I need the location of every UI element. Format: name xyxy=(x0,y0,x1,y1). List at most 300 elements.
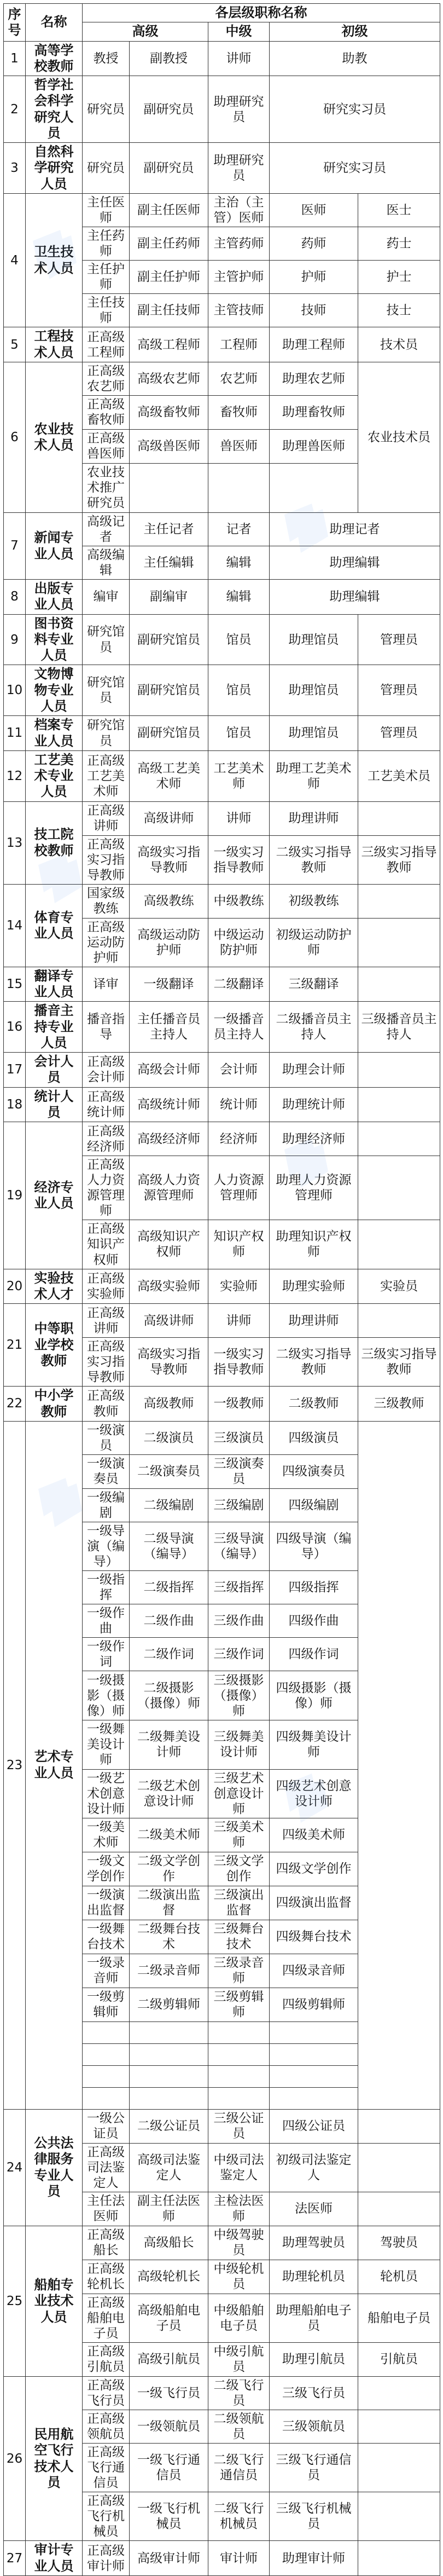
sequence-cell: 26 xyxy=(4,2376,26,2540)
title-cell: 副主任技师 xyxy=(130,294,208,327)
title-cell: 三级实习指导教师 xyxy=(358,1338,440,1387)
category-name-cell: 实验技术人才 xyxy=(26,1269,83,1304)
title-cell: 四级录音师 xyxy=(270,1954,358,1988)
title-cell: 助理记者 xyxy=(270,512,440,546)
title-cell: 研究馆员 xyxy=(83,614,130,665)
title-cell: 教授 xyxy=(83,41,130,76)
title-cell: 一级作词 xyxy=(83,1638,130,1671)
title-cell: 助理馆员 xyxy=(270,716,358,751)
title-cell: 助理研究员 xyxy=(208,143,270,194)
table-row xyxy=(4,2541,440,2576)
title-cell: 护士 xyxy=(358,261,440,294)
title-cell: 正高级运动防护师 xyxy=(83,918,130,967)
sequence-cell: 22 xyxy=(4,1387,26,1422)
title-cell: 三级艺术创意设计师 xyxy=(208,1769,270,1818)
category-name-cell: 公共法律服务专业人员 xyxy=(26,2109,83,2226)
title-cell: 正高级教师 xyxy=(83,1387,130,1422)
header-name: 名称 xyxy=(26,4,83,42)
title-cell xyxy=(358,884,440,918)
title-cell: 高级人力资源管理师 xyxy=(130,1156,208,1220)
title-cell xyxy=(83,2021,130,2043)
title-cell: 四级演员 xyxy=(270,1421,358,1454)
title-cell: 主管技师 xyxy=(208,294,270,327)
title-cell xyxy=(358,2109,440,2143)
title-cell: 正高级船舶电子员 xyxy=(83,2294,130,2342)
title-cell: 正高级统计师 xyxy=(83,1087,130,1122)
title-cell: 四级演奏员 xyxy=(270,1454,358,1488)
title-cell: 三级录音师 xyxy=(208,1954,270,1988)
title-cell: 高级编辑 xyxy=(83,546,130,580)
title-cell: 高级教师 xyxy=(130,1387,208,1422)
title-cell: 一级飞行员 xyxy=(130,2376,208,2410)
title-cell: 管理员 xyxy=(358,716,440,751)
title-cell: 助理讲师 xyxy=(270,801,358,835)
category-name-cell: 中小学教师 xyxy=(26,1387,83,1422)
title-cell: 主治（主管）医师 xyxy=(208,193,270,227)
title-cell: 主任药师 xyxy=(83,227,130,261)
title-cell xyxy=(208,2065,270,2087)
title-cell: 四级美术师 xyxy=(270,1818,358,1852)
title-cell xyxy=(358,1053,440,1088)
sequence-cell: 27 xyxy=(4,2541,26,2576)
title-cell: 助理引航员 xyxy=(270,2342,358,2376)
sequence-cell: 8 xyxy=(4,580,26,615)
title-cell: 助理工程师 xyxy=(270,327,358,362)
sequence-cell: 12 xyxy=(4,750,26,801)
title-cell: 记者 xyxy=(208,512,270,546)
title-cell: 编辑 xyxy=(208,580,270,615)
title-cell xyxy=(83,2043,130,2065)
title-cell: 助理编辑 xyxy=(270,546,440,580)
title-cell xyxy=(130,2065,208,2087)
title-cell xyxy=(358,1304,440,1338)
title-cell: 医师 xyxy=(270,193,358,227)
category-name-cell: 会计人员 xyxy=(26,1053,83,1088)
title-cell: 助理馆员 xyxy=(270,614,358,665)
title-cell: 三级飞行机械员 xyxy=(270,2492,358,2541)
title-cell: 四级舞美设计师 xyxy=(270,1720,358,1769)
title-cell: 副主任药师 xyxy=(130,227,208,261)
title-cell: 助理知识产权师 xyxy=(270,1220,358,1269)
title-cell: 高级知识产权师 xyxy=(130,1220,208,1269)
category-name-cell: 翻译专业人员 xyxy=(26,967,83,1002)
title-cell xyxy=(358,918,440,967)
title-cell: 知识产权师 xyxy=(208,1220,270,1269)
title-cell: 正高级司法鉴定人 xyxy=(83,2143,130,2192)
title-cell: 四级演出监督 xyxy=(270,1886,358,1920)
title-cell: 四级摄影（摄像）师 xyxy=(270,1671,358,1720)
table-row xyxy=(4,884,440,918)
header-junior: 初级 xyxy=(270,22,440,41)
title-cell: 二级演奏员 xyxy=(130,1454,208,1488)
table-row xyxy=(4,1269,440,1304)
category-name-cell: 民用航空飞行技术人员 xyxy=(26,2376,83,2540)
title-cell: 助理讲师 xyxy=(270,1304,358,1338)
table-body xyxy=(4,41,440,2575)
title-cell: 工艺美术员 xyxy=(358,750,440,801)
sequence-cell: 13 xyxy=(4,801,26,884)
title-cell: 二级实习指导教师 xyxy=(270,1338,358,1387)
category-name-cell: 经济专业人员 xyxy=(26,1122,83,1269)
category-name-cell: 自然科学研究人员 xyxy=(26,143,83,194)
title-cell: 护师 xyxy=(270,261,358,294)
title-cell: 正高级实习指导教师 xyxy=(83,1338,130,1387)
title-cell: 高级记者 xyxy=(83,512,130,546)
category-name-cell: 工程技术人员 xyxy=(26,327,83,362)
title-cell: 一级演奏员 xyxy=(83,1454,130,1488)
category-name-cell: 船舶专业技术人员 xyxy=(26,2226,83,2376)
title-cell: 正高级飞行员 xyxy=(83,2376,130,2410)
title-cell: 一级播音员主持人 xyxy=(208,1002,270,1053)
title-cell: 助理审计师 xyxy=(270,2541,358,2576)
title-cell: 农艺师 xyxy=(208,362,270,395)
title-cell: 二级公证员 xyxy=(130,2109,208,2143)
title-cell: 高级工艺美术师 xyxy=(130,750,208,801)
title-cell xyxy=(208,2043,270,2065)
title-cell: 馆员 xyxy=(208,665,270,716)
title-cell: 四级艺术创意设计师 xyxy=(270,1769,358,1818)
title-cell: 四级编剧 xyxy=(270,1488,358,1522)
title-cell: 正高级船长 xyxy=(83,2226,130,2260)
title-cell: 二级文学创作 xyxy=(130,1852,208,1886)
title-cell: 初级运动防护师 xyxy=(270,918,358,967)
title-cell: 技师 xyxy=(270,294,358,327)
title-cell: 三级舞台技术 xyxy=(208,1920,270,1954)
sequence-cell: 16 xyxy=(4,1002,26,1053)
title-cell: 正高级工艺美术师 xyxy=(83,750,130,801)
title-cell: 高级实习指导教师 xyxy=(130,1338,208,1387)
table-row xyxy=(4,327,440,362)
sequence-cell: 4 xyxy=(4,193,26,327)
title-cell: 副主任医师 xyxy=(130,193,208,227)
title-cell: 三级演奏员 xyxy=(208,1454,270,1488)
title-cell: 正高级兽医师 xyxy=(83,429,130,463)
table-row xyxy=(4,512,440,546)
title-table-container xyxy=(3,3,440,2574)
title-cell: 三级文学创作 xyxy=(208,1852,270,1886)
title-cell: 一级作曲 xyxy=(83,1604,130,1638)
title-cell: 助教 xyxy=(270,41,440,76)
category-name-cell: 农业技术人员 xyxy=(26,362,83,512)
title-cell: 主任法医师 xyxy=(83,2192,130,2226)
title-cell: 三级实习指导教师 xyxy=(358,835,440,884)
title-cell: 一级领航员 xyxy=(130,2410,208,2444)
title-cell: 三级公证员 xyxy=(208,2109,270,2143)
title-cell: 四级剪辑师 xyxy=(270,1988,358,2021)
title-cell: 正高级知识产权师 xyxy=(83,1220,130,1269)
table-row xyxy=(4,614,440,665)
sequence-cell: 7 xyxy=(4,512,26,579)
title-cell: 高级讲师 xyxy=(130,1304,208,1338)
title-cell xyxy=(208,463,270,512)
title-cell: 研究馆员 xyxy=(83,665,130,716)
title-cell: 一级公证员 xyxy=(83,2109,130,2143)
table-row xyxy=(4,1053,440,1088)
title-cell: 馆员 xyxy=(208,716,270,751)
title-cell: 二级实习指导教师 xyxy=(270,835,358,884)
title-cell: 一级摄影（摄像）师 xyxy=(83,1671,130,1720)
title-cell: 兽医师 xyxy=(208,429,270,463)
table-row xyxy=(4,76,440,143)
title-cell: 二级作词 xyxy=(130,1638,208,1671)
title-cell xyxy=(358,1421,440,2109)
title-cell: 一级导演（编导） xyxy=(83,1522,130,1570)
professional-title-table xyxy=(3,3,440,2576)
header-seq: 序号 xyxy=(4,4,26,42)
title-cell xyxy=(358,2192,440,2226)
category-name-cell: 体育专业人员 xyxy=(26,884,83,967)
title-cell: 四级公证员 xyxy=(270,2109,358,2143)
title-cell: 工程师 xyxy=(208,327,270,362)
title-cell xyxy=(358,2376,440,2410)
title-cell: 二级飞行通信员 xyxy=(208,2444,270,2492)
title-cell: 初级教练 xyxy=(270,884,358,918)
title-cell xyxy=(358,2410,440,2444)
category-name-cell: 新闻专业人员 xyxy=(26,512,83,579)
title-cell: 研究实习员 xyxy=(270,143,440,194)
table-row xyxy=(4,750,440,801)
title-cell: 高级轮机长 xyxy=(130,2260,208,2294)
title-cell: 助理经济师 xyxy=(270,1122,358,1156)
category-name-cell: 统计人员 xyxy=(26,1087,83,1122)
title-cell: 农业技术推广研究员 xyxy=(83,463,130,512)
sequence-cell: 23 xyxy=(4,1421,26,2109)
title-cell: 高级实验师 xyxy=(130,1269,208,1304)
title-cell xyxy=(83,2065,130,2087)
title-cell: 三级作曲 xyxy=(208,1604,270,1638)
title-cell: 主任记者 xyxy=(130,512,208,546)
category-name-cell: 艺术专业人员 xyxy=(26,1421,83,2109)
title-cell: 一级舞美设计师 xyxy=(83,1720,130,1769)
title-cell: 一级指挥 xyxy=(83,1571,130,1604)
title-cell: 正高级轮机长 xyxy=(83,2260,130,2294)
title-cell xyxy=(358,1087,440,1122)
title-cell: 经济师 xyxy=(208,1122,270,1156)
title-cell xyxy=(270,2087,358,2109)
title-cell: 讲师 xyxy=(208,1304,270,1338)
title-cell: 二级飞行机械员 xyxy=(208,2492,270,2541)
table-row xyxy=(4,143,440,194)
title-cell: 高级会计师 xyxy=(130,1053,208,1088)
category-name-cell: 播音主持专业人员 xyxy=(26,1002,83,1053)
title-cell: 二级演出监督 xyxy=(130,1886,208,1920)
title-cell xyxy=(358,1220,440,1269)
table-row xyxy=(4,41,440,76)
title-cell xyxy=(358,1156,440,1220)
title-cell: 副研究馆员 xyxy=(130,665,208,716)
title-cell: 正高级实习指导教师 xyxy=(83,835,130,884)
title-cell: 三级美术师 xyxy=(208,1818,270,1852)
title-cell: 高级船长 xyxy=(130,2226,208,2260)
title-cell: 农业技术员 xyxy=(358,362,440,512)
title-cell: 二级剪辑师 xyxy=(130,1988,208,2021)
sequence-cell: 15 xyxy=(4,967,26,1002)
title-cell: 主管药师 xyxy=(208,227,270,261)
title-cell: 助理农艺师 xyxy=(270,362,358,395)
title-cell: 研究馆员 xyxy=(83,716,130,751)
title-cell: 高级审计师 xyxy=(130,2541,208,2576)
title-cell: 一级编剧 xyxy=(83,1488,130,1522)
title-cell xyxy=(270,2043,358,2065)
title-cell: 三级演出监督 xyxy=(208,1886,270,1920)
category-name-cell: 工艺美术专业人员 xyxy=(26,750,83,801)
table-row xyxy=(4,665,440,716)
title-cell xyxy=(358,2444,440,2492)
table-row xyxy=(4,193,440,227)
title-cell: 三级舞美设计师 xyxy=(208,1720,270,1769)
category-name-cell: 中等职业学校教师 xyxy=(26,1304,83,1387)
title-cell: 四级指挥 xyxy=(270,1571,358,1604)
title-cell: 四级文学创作 xyxy=(270,1852,358,1886)
title-cell: 副主任法医师 xyxy=(130,2192,208,2226)
title-cell: 医士 xyxy=(358,193,440,227)
title-cell: 中级轮机员 xyxy=(208,2260,270,2294)
sequence-cell: 20 xyxy=(4,1269,26,1304)
title-cell: 助理畜牧师 xyxy=(270,395,358,429)
title-cell: 一级文学创作 xyxy=(83,1852,130,1886)
title-cell: 二级翻译 xyxy=(208,967,270,1002)
sequence-cell: 2 xyxy=(4,76,26,143)
title-cell xyxy=(83,2087,130,2109)
title-cell: 一级实习指导教师 xyxy=(208,1338,270,1387)
title-cell: 助理轮机员 xyxy=(270,2260,358,2294)
title-cell: 技术员 xyxy=(358,327,440,362)
title-cell: 高级工程师 xyxy=(130,327,208,362)
category-name-cell: 高等学校教师 xyxy=(26,41,83,76)
title-cell: 一级剪辑师 xyxy=(83,1988,130,2021)
category-name-cell: 哲学社会科学研究人员 xyxy=(26,76,83,143)
title-cell: 主任医师 xyxy=(83,193,130,227)
title-cell: 三级领航员 xyxy=(270,2410,358,2444)
title-cell: 三级摄影（摄像）师 xyxy=(208,1671,270,1720)
title-cell: 高级实习指导教师 xyxy=(130,835,208,884)
header-group: 各层级职称名称 xyxy=(83,4,440,22)
title-cell: 二级演员 xyxy=(130,1421,208,1454)
title-cell: 助理研究员 xyxy=(208,76,270,143)
table-row xyxy=(4,2226,440,2260)
title-cell: 正高级飞行通信员 xyxy=(83,2444,130,2492)
table-row xyxy=(4,2376,440,2410)
title-cell xyxy=(358,2541,440,2576)
title-cell: 实验师 xyxy=(208,1269,270,1304)
title-cell: 一级美术师 xyxy=(83,1818,130,1852)
title-cell: 三级演员 xyxy=(208,1421,270,1454)
title-cell: 三级翻译 xyxy=(270,967,358,1002)
sequence-cell: 11 xyxy=(4,716,26,751)
title-cell: 正高级审计师 xyxy=(83,2541,130,2576)
title-cell: 三级飞行员 xyxy=(270,2376,358,2410)
title-cell: 三级播音员主持人 xyxy=(358,1002,440,1053)
title-cell: 驾驶员 xyxy=(358,2226,440,2260)
title-cell: 助理驾驶员 xyxy=(270,2226,358,2260)
title-cell: 高级船舶电子员 xyxy=(130,2294,208,2342)
title-cell: 编审 xyxy=(83,580,130,615)
title-cell: 二级飞行员 xyxy=(208,2376,270,2410)
sequence-cell: 18 xyxy=(4,1087,26,1122)
title-cell: 技士 xyxy=(358,294,440,327)
title-cell xyxy=(358,801,440,835)
category-name-cell: 审计专业人员 xyxy=(26,2541,83,2576)
title-cell: 管理员 xyxy=(358,665,440,716)
title-cell: 审计师 xyxy=(208,2541,270,2576)
title-cell: 二级播音员主持人 xyxy=(270,1002,358,1053)
title-cell: 轮机员 xyxy=(358,2260,440,2294)
title-cell: 高级畜牧师 xyxy=(130,395,208,429)
title-cell: 统计师 xyxy=(208,1087,270,1122)
title-cell: 主任护师 xyxy=(83,261,130,294)
title-cell: 馆员 xyxy=(208,614,270,665)
title-cell: 副主任护师 xyxy=(130,261,208,294)
sequence-cell: 17 xyxy=(4,1053,26,1088)
title-cell: 助理统计师 xyxy=(270,1087,358,1122)
title-cell xyxy=(270,2065,358,2087)
title-cell: 讲师 xyxy=(208,801,270,835)
table-row xyxy=(4,580,440,615)
title-cell: 中级司法鉴定人 xyxy=(208,2143,270,2192)
header-mid: 中级 xyxy=(208,22,270,41)
title-cell: 四级舞台技术 xyxy=(270,1920,358,1954)
title-cell: 二级舞台技术 xyxy=(130,1920,208,1954)
title-cell: 人力资源管理师 xyxy=(208,1156,270,1220)
title-cell: 初级司法鉴定人 xyxy=(270,2143,358,2192)
table-row xyxy=(4,362,440,395)
title-cell: 一级演员 xyxy=(83,1421,130,1454)
title-cell: 高级引航员 xyxy=(130,2342,208,2376)
title-cell: 播音指导 xyxy=(83,1002,130,1053)
title-cell: 二级艺术创意设计师 xyxy=(130,1769,208,1818)
title-cell: 高级讲师 xyxy=(130,801,208,835)
title-cell: 二级编剧 xyxy=(130,1488,208,1522)
title-cell: 实验员 xyxy=(358,1269,440,1304)
category-name-cell: 档案专业人员 xyxy=(26,716,83,751)
title-cell: 副研究员 xyxy=(130,76,208,143)
sequence-cell: 10 xyxy=(4,665,26,716)
title-cell: 高级司法鉴定人 xyxy=(130,2143,208,2192)
sequence-cell: 6 xyxy=(4,362,26,512)
title-cell: 法医师 xyxy=(270,2192,358,2226)
title-cell: 副研究员 xyxy=(130,143,208,194)
title-cell: 三级导演（编导） xyxy=(208,1522,270,1570)
title-cell: 工艺美术师 xyxy=(208,750,270,801)
title-cell: 主管护师 xyxy=(208,261,270,294)
title-cell: 助理实验师 xyxy=(270,1269,358,1304)
title-cell: 主任播音员主持人 xyxy=(130,1002,208,1053)
title-cell: 三级教师 xyxy=(358,1387,440,1422)
title-cell: 助理人力资源管理师 xyxy=(270,1156,358,1220)
title-cell: 三级编剧 xyxy=(208,1488,270,1522)
category-name-cell: 出版专业人员 xyxy=(26,580,83,615)
title-cell: 高级教练 xyxy=(130,884,208,918)
title-cell: 四级作曲 xyxy=(270,1604,358,1638)
sequence-cell: 1 xyxy=(4,41,26,76)
title-cell: 正高级工程师 xyxy=(83,327,130,362)
title-cell: 一级艺术创意设计师 xyxy=(83,1769,130,1818)
title-cell xyxy=(358,1122,440,1156)
title-cell xyxy=(358,2492,440,2541)
sequence-cell: 24 xyxy=(4,2109,26,2226)
table-row xyxy=(4,1421,440,1454)
title-cell: 高级统计师 xyxy=(130,1087,208,1122)
sequence-cell: 9 xyxy=(4,614,26,665)
title-cell: 二级导演（编导） xyxy=(130,1522,208,1570)
title-cell: 助理编辑 xyxy=(270,580,440,615)
title-cell: 一级翻译 xyxy=(130,967,208,1002)
title-cell: 四级导演（编导） xyxy=(270,1522,358,1570)
title-cell: 中级教练 xyxy=(208,884,270,918)
title-cell: 正高级人力资源管理师 xyxy=(83,1156,130,1220)
title-cell xyxy=(358,2143,440,2192)
title-cell: 一级飞行通信员 xyxy=(130,2444,208,2492)
